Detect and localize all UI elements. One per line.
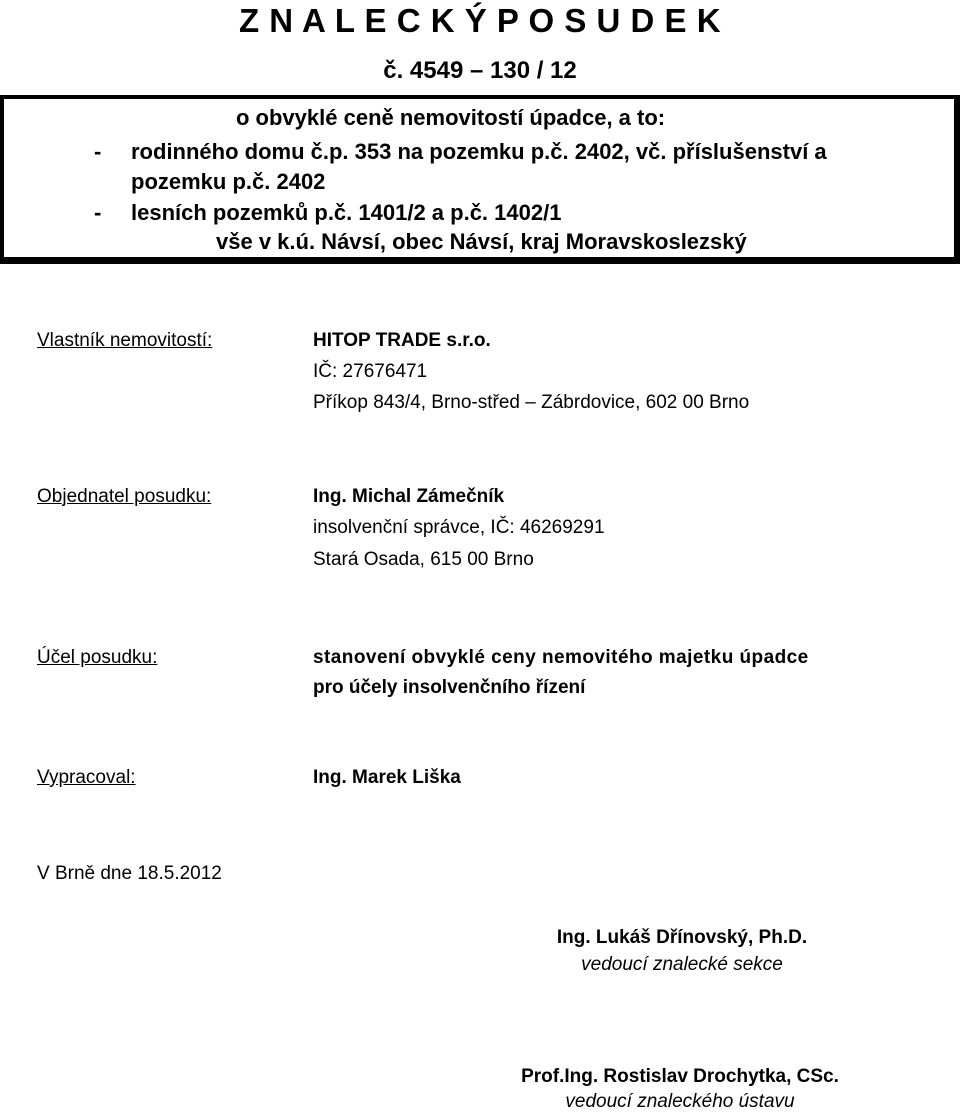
client-role: insolvenční správce, IČ: 46269291 <box>313 517 605 538</box>
client-address: Stará Osada, 615 00 Brno <box>313 549 534 570</box>
signature-2-name: Prof.Ing. Rostislav Drochytka, CSc. <box>521 1066 839 1087</box>
subject-location-text: vše v k.ú. Návsí, obec Návsí, kraj Moravskoslezský <box>216 229 747 254</box>
author-name: Ing. Marek Liška <box>313 767 461 788</box>
owner-name: HITOP TRADE s.r.o. <box>313 330 491 351</box>
document-title: Z N A L E C K Ý P O S U D E K <box>238 2 722 39</box>
item2-dash: - <box>94 200 102 225</box>
purpose-label: Účel posudku: <box>37 647 158 668</box>
purpose-line2: pro účely insolvenčního řízení <box>313 677 586 698</box>
purpose-line1: stanovení obvyklé ceny nemovitého majetku úpadce <box>313 647 809 668</box>
subject-box <box>0 95 960 264</box>
client-name: Ing. Michal Zámečník <box>313 486 505 507</box>
author-label: Vypracoval: <box>37 767 136 788</box>
owner-label: Vlastník nemovitostí: <box>37 330 213 351</box>
signature-1-role: vedoucí znalecké sekce <box>581 954 783 975</box>
owner-address: Příkop 843/4, Brno-střed – Zábrdovice, 602 00 Brno <box>313 392 750 413</box>
subject-intro: o obvyklé ceně nemovitostí úpadce, a to: <box>236 105 666 130</box>
document-date: V Brně dne 18.5.2012 <box>37 863 222 884</box>
document-number: č. 4549 – 130 / 12 <box>383 57 577 84</box>
item1-line1: rodinného domu č.p. 353 na pozemku p.č. 2402, vč. příslušenství a <box>131 139 827 164</box>
signature-2-role: vedoucí znaleckého ústavu <box>565 1091 795 1112</box>
item1-line2: pozemku p.č. 2402 <box>131 169 326 194</box>
item1-dash: - <box>94 139 102 164</box>
client-label: Objednatel posudku: <box>37 486 212 507</box>
item2-line1: lesních pozemků p.č. 1401/2 a p.č. 1402/1 <box>131 200 562 225</box>
signature-1-name: Ing. Lukáš Dřínovský, Ph.D. <box>556 927 808 948</box>
subject-location <box>216 229 747 255</box>
owner-id: IČ: 27676471 <box>313 361 428 382</box>
